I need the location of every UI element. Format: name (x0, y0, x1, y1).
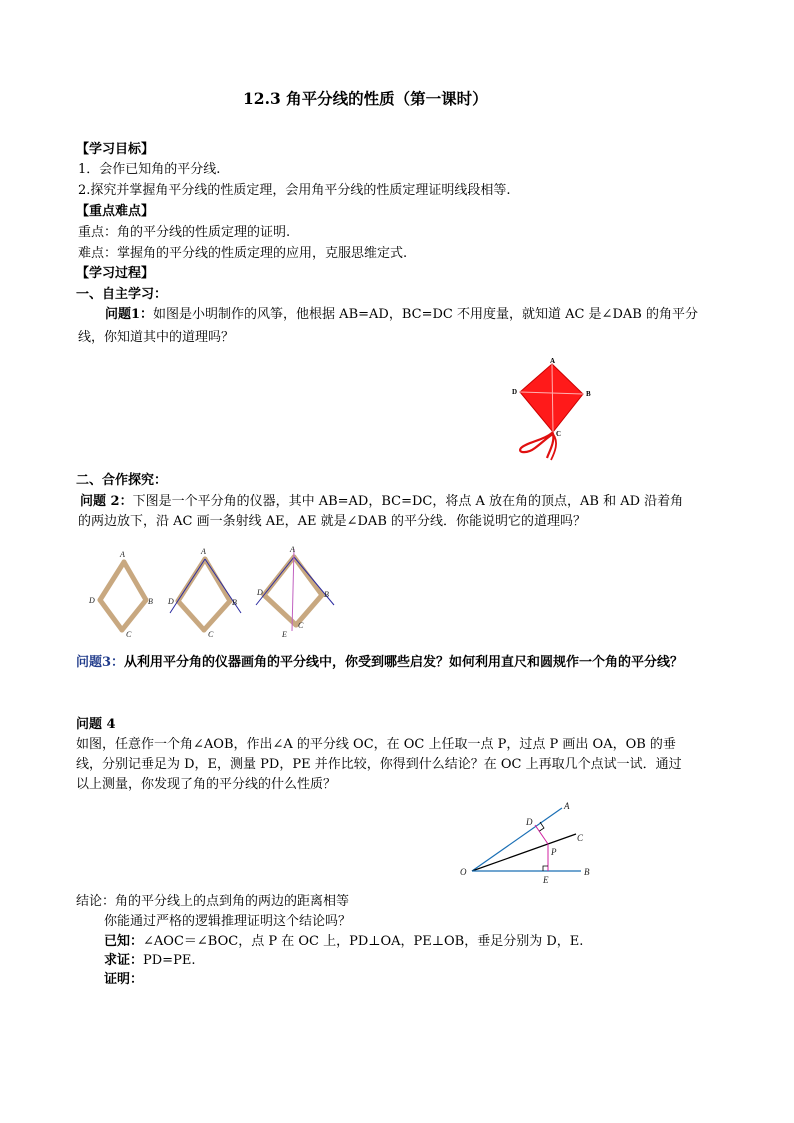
instrument-2 (178, 559, 230, 630)
kite-label-c: C (556, 430, 562, 438)
part2-heading: 二、合作探究： (76, 473, 168, 488)
instrument-figure (84, 545, 344, 643)
kite-label-a: A (550, 357, 556, 365)
angle-label-p: P (551, 847, 557, 857)
goal-item-2: 2.探究并掌握角平分线的性质定理，会用角平分线的性质定理证明线段相等. (78, 183, 511, 198)
goals-header: 【学习目标】 (76, 142, 155, 157)
right-angle-e (543, 866, 548, 871)
instrument-label-e3: E (282, 630, 287, 639)
key-header: 【重点难点】 (76, 204, 155, 219)
goal-item-1: 1．会作已知角的平分线. (78, 162, 221, 177)
instrument-label-c3: C (298, 621, 304, 630)
instrument-label-c2: C (208, 630, 214, 639)
kite-body (520, 364, 583, 432)
instrument-1 (100, 562, 146, 630)
instrument-2-ray-left (170, 559, 205, 613)
page-title: 12.3 角平分线的性质（第一课时） (243, 89, 488, 108)
instrument-label-a2: A (201, 547, 206, 556)
prove-text: PD=PE. (143, 953, 196, 968)
q1-line2: 线，你知道其中的道理吗？ (78, 330, 235, 345)
angle-label-d: D (526, 817, 533, 827)
angle-label-o: O (460, 867, 467, 877)
angle-label-c: C (577, 833, 584, 843)
process-header: 【学习过程】 (76, 266, 155, 281)
instrument-label-c1: C (126, 630, 132, 639)
instrument-label-b2: B (232, 598, 237, 607)
instrument-label-d1: D (89, 596, 95, 605)
q4-line1: 如图，任意作一个角∠AOB，作出∠A 的平分线 OC，在 OC 上任取一点 P，过点 P 画出 OA，OB 的垂 (76, 737, 676, 752)
q3-line (76, 654, 683, 672)
q1-label: 问题1： (105, 307, 154, 322)
angle-label-a: A (564, 801, 570, 811)
angle-label-e: E (543, 875, 549, 885)
instrument-label-b1: B (148, 597, 153, 606)
angle-label-b: B (584, 867, 590, 877)
key-point: 重点：角的平分线的性质定理的证明. (78, 225, 291, 240)
part1-heading: 一、自主学习： (76, 287, 168, 302)
q1-text-line1: 如图是小明制作的风筝，他根据 AB=AD，BC=DC 不用度量，就知道 AC 是∠DAB 的角平分 (153, 307, 698, 322)
prove-label: 求证： (104, 953, 144, 968)
instrument-label-a3: A (290, 545, 295, 554)
given-line (104, 933, 583, 951)
instrument-label-d3: D (257, 588, 263, 597)
segment-pd (535, 825, 548, 844)
kite-label-d: D (512, 388, 518, 396)
kite-label-b: B (586, 390, 591, 398)
q4-line2: 线，分别记垂足为 D，E，测量 PD，PE 并作比较，你得到什么结论？在 OC 上再取几个点试一试．通过 (76, 757, 682, 772)
conclusion-text: 结论：角的平分线上的点到角的两边的距离相等 (76, 894, 350, 909)
q3-label: 问题3： (76, 655, 125, 670)
instrument-label-a1: A (120, 550, 125, 559)
q3-text: 从利用平分角的仪器画角的平分线中，你受到哪些启发？如何利用直尺和圆规作一个角的平分线？ (124, 655, 684, 670)
kite-figure (505, 356, 605, 466)
given-label: 已知： (104, 934, 144, 949)
q1-line1 (105, 306, 698, 324)
prove-line (104, 952, 195, 970)
kite-tail (520, 432, 553, 458)
q2-line1 (80, 493, 683, 511)
difficulty: 难点：掌握角的平分线的性质定理的应用，克服思维定式. (78, 246, 408, 261)
q2-label: 问题 2： (80, 494, 133, 509)
proof-label: 证明： (104, 972, 144, 987)
given-text: ∠AOC＝∠BOC，点 P 在 OC 上，PD⊥OA，PE⊥OB，垂足分别为 D，E. (143, 934, 584, 949)
instrument-label-d2: D (168, 597, 174, 606)
instrument-label-b3: B (324, 590, 329, 599)
conclusion-question: 你能通过严格的逻辑推理证明这个结论吗？ (104, 914, 352, 929)
q4-label: 问题 4 (76, 717, 116, 732)
angle-figure (455, 796, 605, 888)
instrument-3-ray-left (256, 557, 294, 605)
q2-line2: 的两边放下，沿 AC 画一条射线 AE，AE 就是∠DAB 的平分线．你能说明它的道理吗？ (78, 514, 587, 529)
q4-line3: 以上测量，你发现了角的平分线的什么性质？ (76, 777, 337, 792)
q2-text-line1: 下图是一个平分角的仪器，其中 AB=AD，BC=DC，将点 A 放在角的顶点，AB 和 AD 沿着角 (132, 494, 684, 509)
ray-oc (472, 834, 576, 871)
